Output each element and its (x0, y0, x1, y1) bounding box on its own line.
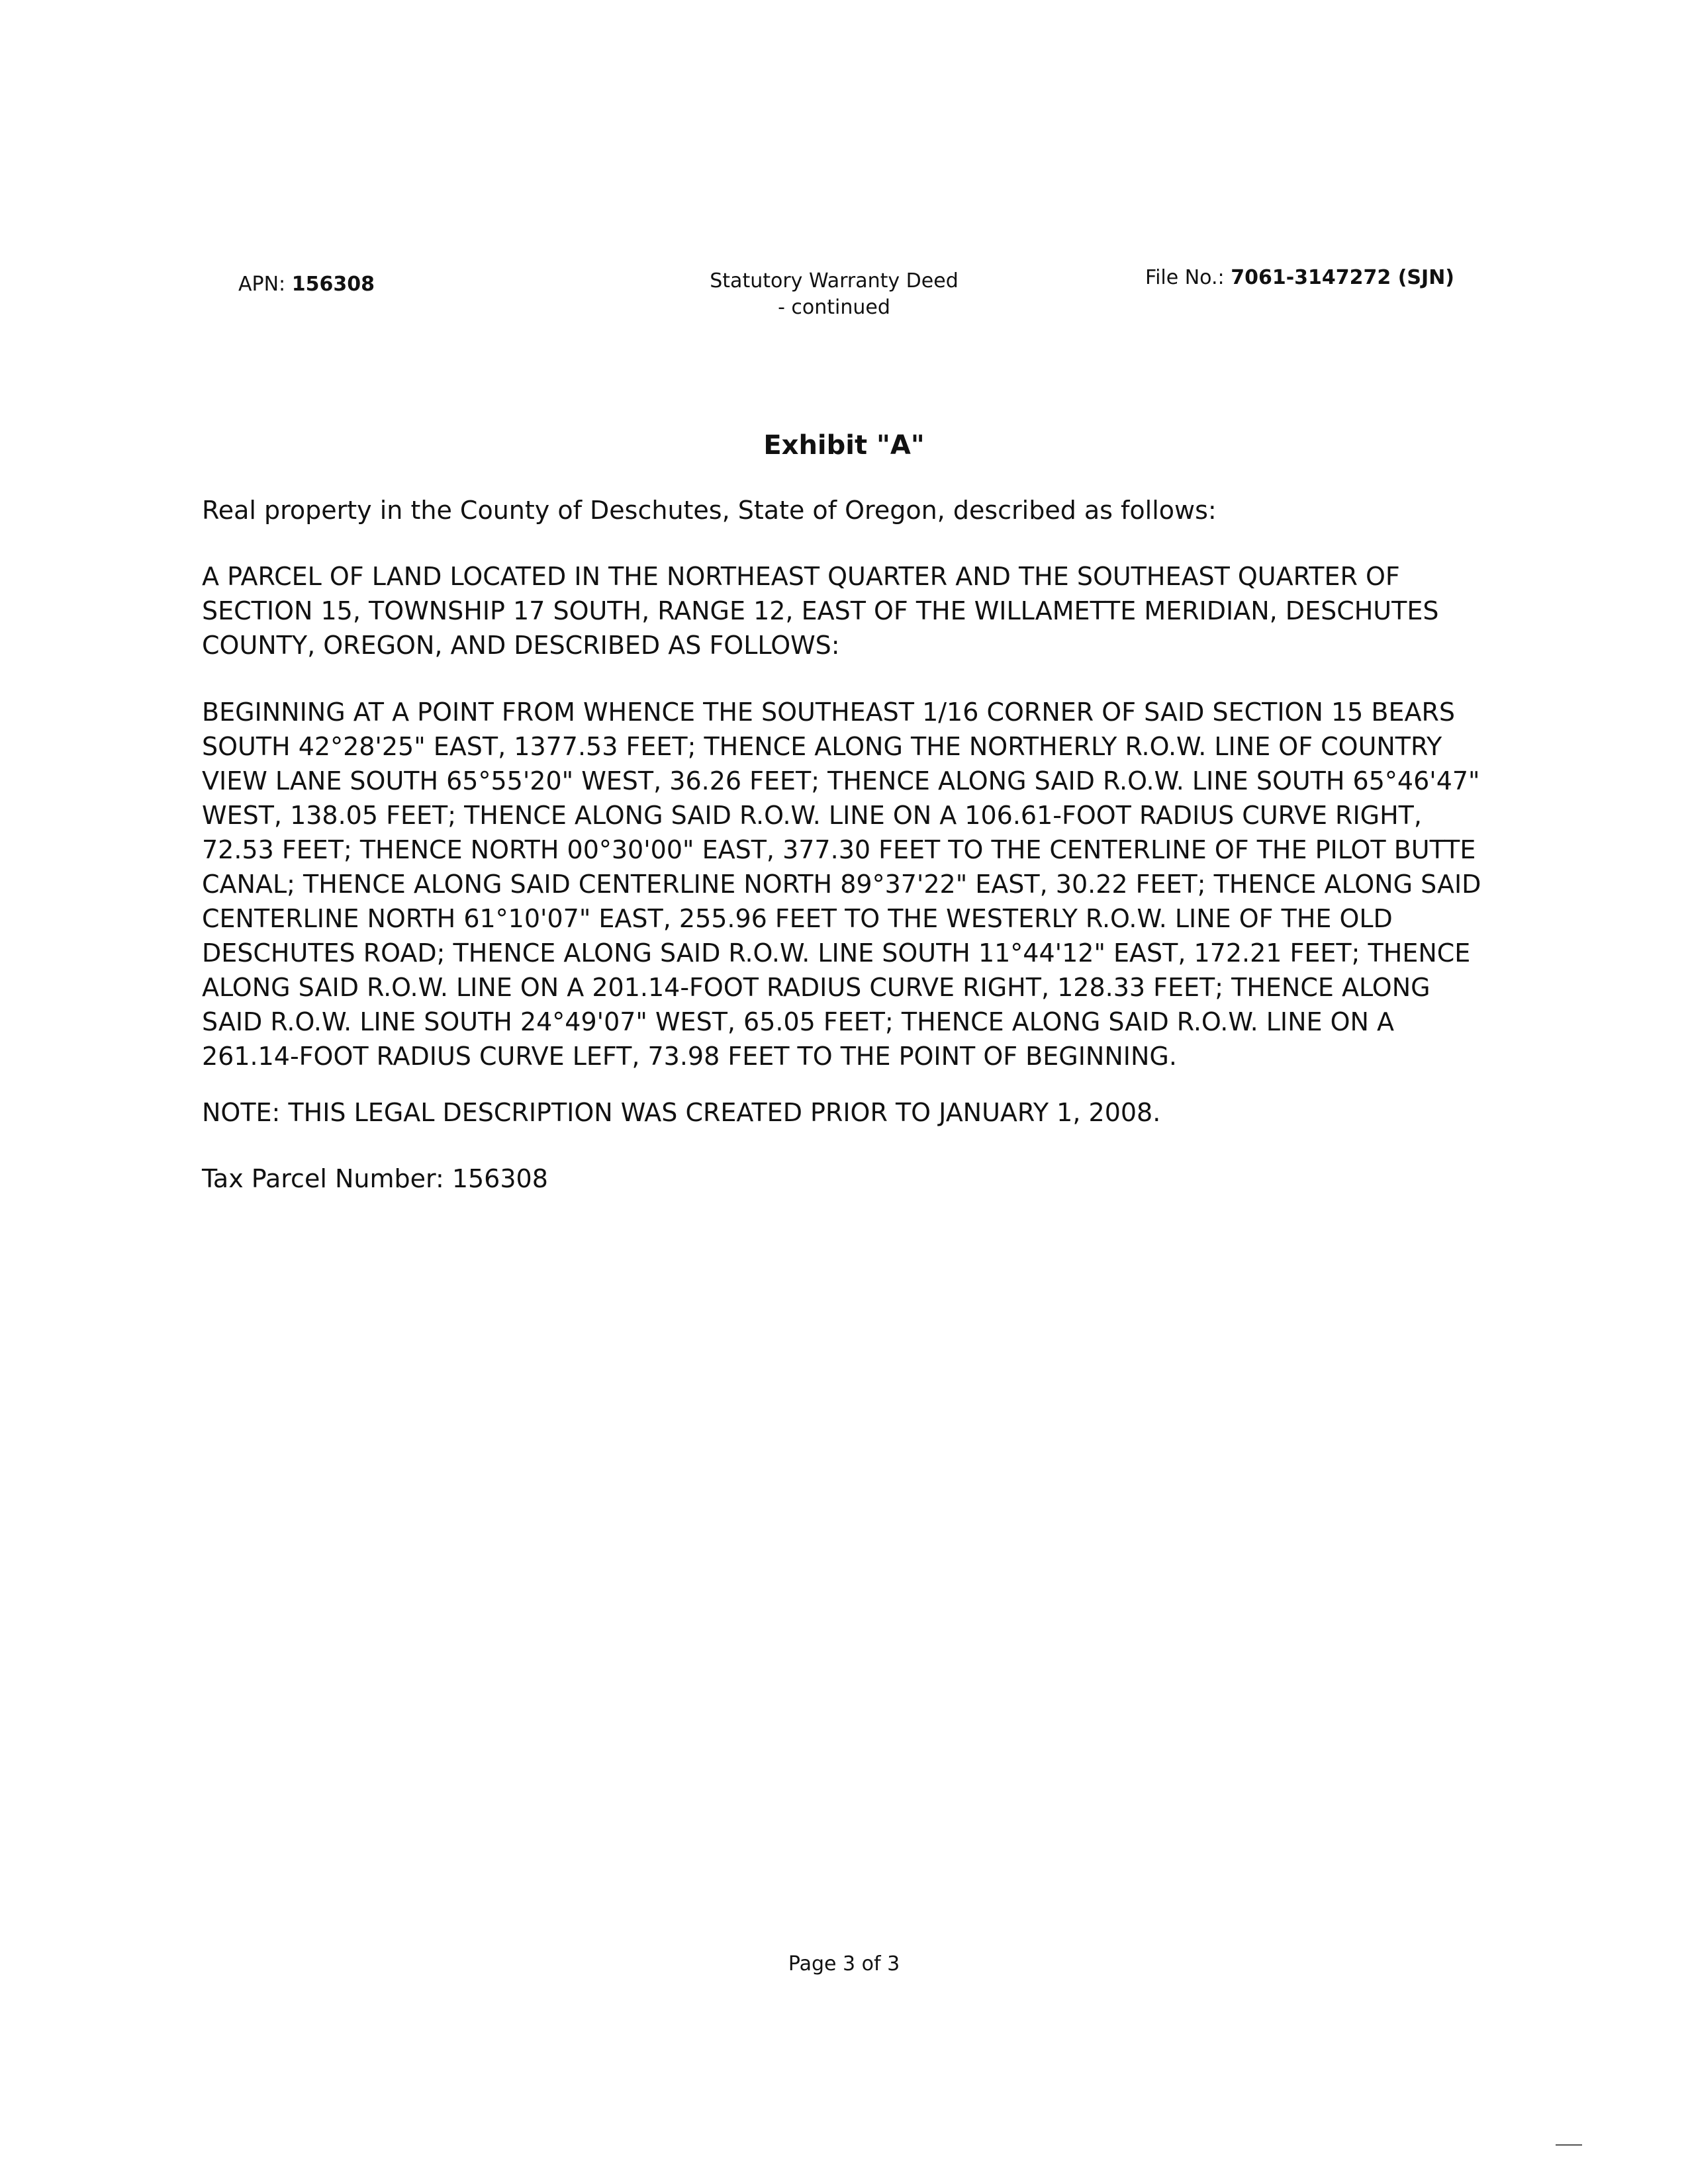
deed-title-continued: - continued (778, 296, 890, 319)
page-number: Page 3 of 3 (788, 1952, 900, 1976)
note-paragraph: NOTE: THIS LEGAL DESCRIPTION WAS CREATED PRIOR TO JANUARY 1, 2008. (202, 1098, 1161, 1127)
apn-header (238, 271, 375, 298)
tax-parcel-number: Tax Parcel Number: 156308 (202, 1164, 548, 1193)
intro-paragraph: Real property in the County of Deschutes, State of Oregon, described as follows: (202, 496, 1217, 525)
apn-value: 156308 (291, 273, 375, 296)
deed-title-header (662, 268, 1006, 321)
file-label: File No.: (1145, 266, 1225, 289)
deed-title: Statutory Warranty Deed (710, 269, 959, 293)
exhibit-title: Exhibit "A" (763, 430, 925, 461)
parcel-paragraph: A PARCEL OF LAND LOCATED IN THE NORTHEAST QUARTER AND THE SOUTHEAST QUARTER OF SECTION 15, TOWNSHIP 17 SOUTH, RANGE 12, EAST OF THE WILLAMETTE MERIDIAN, DESCHUTES COUNTY, OREGON, AND DESCRIBED AS FOLLOWS: (202, 562, 1439, 660)
file-number-header (1145, 265, 1454, 291)
scan-mark (1556, 2144, 1582, 2146)
file-value: 7061-3147272 (SJN) (1231, 266, 1455, 289)
apn-label: APN: (238, 273, 286, 296)
legal-description: BEGINNING AT A POINT FROM WHENCE THE SOUTHEAST 1/16 CORNER OF SAID SECTION 15 BEARS SOUTH 42°28'25" EAST, 1377.53 FEET; THENCE ALONG THE NORTHERLY R.O.W. LINE OF COUNTRY VIEW LANE SOUTH 65°55'20" WEST, 36.26 FEET; THENCE ALONG SAID R.O.W. LINE SOUTH 65°46'47" WEST, 138.05 FEET; THENCE ALONG SAID R.O.W. LINE ON A 106.61-FOOT RADIUS CURVE RIGHT, 72.53 FEET; THENCE NORTH 00°30'00" EAST, 377.30 FEET TO THE CENTERLINE OF THE PILOT BUTTE CANAL; THENCE ALONG SAID CENTERLINE NORTH 89°37'22" EAST, 30.22 FEET; THENCE ALONG SAID CENTERLINE NORTH 61°10'07" EAST, 255.96 FEET TO THE WESTERLY R.O.W. LINE OF THE OLD DESCHUTES ROAD; THENCE ALONG SAID R.O.W. LINE SOUTH 11°44'12" EAST, 172.21 FEET; THENCE ALONG SAID R.O.W. LINE ON A 201.14-FOOT RADIUS CURVE RIGHT, 128.33 FEET; THENCE ALONG SAID R.O.W. LINE SOUTH 24°49'07" WEST, 65.05 FEET; THENCE ALONG SAID R.O.W. LINE ON A 261.14-FOOT RADIUS CURVE LEFT, 73.98 FEET TO THE POINT OF BEGINNING. (202, 698, 1481, 1071)
